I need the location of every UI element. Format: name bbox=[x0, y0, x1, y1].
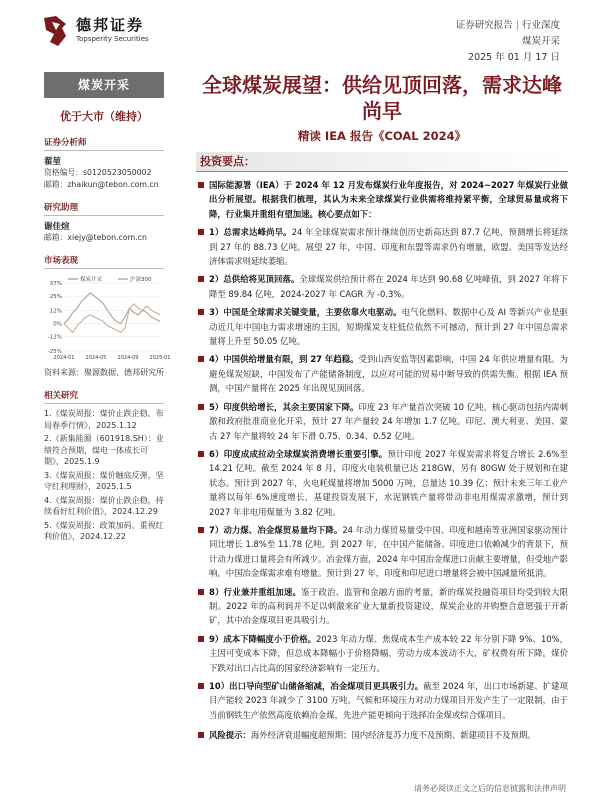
related-item[interactable]: 5.《煤炭周报：政策加码，重视红利价值》，2024.12.22 bbox=[44, 520, 164, 541]
point-head: 10）出口导向型矿山储备缩减，冶金煤项目更具吸引力。 bbox=[209, 681, 424, 691]
point-head: 7）动力煤、冶金煤贸易量均下降。 bbox=[209, 524, 343, 535]
point-item bbox=[196, 400, 568, 443]
points-header: 投资要点： bbox=[196, 152, 568, 172]
market-section-title: 市场表现 bbox=[44, 254, 164, 269]
y-tick-label: 25% bbox=[49, 294, 62, 301]
sector-label: 煤炭开采 bbox=[44, 72, 164, 98]
series-line bbox=[64, 304, 160, 333]
y-tick-label: -12% bbox=[47, 334, 62, 341]
point-body: 预计印度 2027 年煤炭需求将复合增长 2.6%至 14.21 亿吨。截至 2024 年 8 月，印度火电装机量已达 218GW，另有 80GW 处于规划和在建状态。预计到 2027 年，火电耗煤量将增加 5000 万吨，总量达 10.39 亿；预计未来三年工业产量将以每年 6%速度增长，基建投资发展下，水泥钢铁产量将带动非电用煤需求激增，预计到 2027 年非电用煤量为 3.82 亿吨。 bbox=[209, 448, 569, 517]
footer-disclaimer: 请务必阅读正文之后的信息披露和法律声明 bbox=[414, 784, 566, 793]
report-subtitle: 精读 IEA 报告《COAL 2024》 bbox=[297, 129, 467, 143]
point-item bbox=[196, 305, 568, 348]
point-head: 8）行业兼并重组加速。 bbox=[209, 586, 302, 597]
assistant-email[interactable]: 邮箱：xiejy@tebon.com.cn bbox=[44, 233, 147, 242]
point-body: 截至 2024 年，出口市场新建、扩建项目产能较 2023 年减少了 3100 万吨。气候和环境压力对动力煤项目开发产生了一定限制，由于当前钢铁生产依然高度依赖冶金煤，先进产能更倾向于选择冶金煤或综合煤项目。 bbox=[209, 681, 568, 720]
logo-text-cn: 德邦证券 bbox=[76, 16, 145, 34]
report-date: 2025 年 01 月 17 日 bbox=[468, 52, 560, 63]
intro-text: 国际能源署（IEA）于 2024 年 12 月发布煤炭行业年度报告，对 2024~2027 年煤炭行业做出分析展望。根据我们梳理，其认为未来全球煤炭行业供需将维持紧平衡，全球贸易量或将下降，行业集并重组有望加速。核心要点如下： bbox=[209, 180, 568, 219]
risk-body: 海外经济衰退幅度超预期；国内经济复苏力度不及预期、新建项目不及预期。 bbox=[250, 730, 536, 741]
header-meta bbox=[456, 18, 560, 66]
bullet-icon bbox=[198, 356, 204, 362]
point-body: 2023 年动力煤、焦煤成本生产成本较 22 年分别下降 9%、10%，主因可变成本下降，但总成本降幅小于价格降幅，劳动力成本波动不大，矿权费有所下降。煤价下跌对出口占比高的国家经济影响有一定压力。 bbox=[209, 633, 568, 673]
point-item bbox=[196, 679, 568, 722]
bullet-icon bbox=[198, 636, 204, 642]
point-item bbox=[196, 225, 568, 268]
point-item bbox=[196, 585, 568, 628]
point-body: 24 年全球煤炭需求预计继续创历史新高达到 87.7 亿吨，预测增长将延续到 27 年的 88.73 亿吨。展望 27 年，中国、印度和东盟等需求仍有增量，欧盟、美国等发达经济体需求则延续萎缩。 bbox=[209, 227, 568, 267]
legend-label: 沪深300 bbox=[130, 277, 152, 283]
sidebar bbox=[44, 72, 171, 543]
point-head: 1）总需求达峰尚早。 bbox=[209, 227, 292, 238]
point-item bbox=[196, 272, 568, 301]
point-body: 电气化燃料、数据中心及 AI 等新兴产业是驱动近几年中国电力需求增速的主因，短期煤炭支柱低位依然不可撼动，预计到 27 年中国总需求量将上升至 50.05 亿吨。 bbox=[209, 307, 568, 347]
assistant-name: 谢佳煊 bbox=[44, 222, 70, 232]
point-head: 9）成本下降幅度小于价格。 bbox=[209, 633, 317, 644]
related-item[interactable]: 1.《煤炭周报：煤价止跌企稳，布局春季行情》，2025.1.12 bbox=[44, 409, 164, 430]
bullet-icon bbox=[198, 527, 204, 533]
risk-head: 风险提示： bbox=[209, 730, 251, 741]
bullet-icon bbox=[198, 683, 204, 689]
bullet-icon bbox=[198, 276, 204, 282]
point-head: 5）印度供给增长，其余主要国家下降。 bbox=[209, 401, 359, 412]
header-line-1 bbox=[456, 18, 560, 34]
related-item[interactable]: 3.《煤炭周报：煤价触底反弹，坚守红利理财》，2025.1.5 bbox=[44, 470, 164, 491]
report-title: 全球煤炭展望：供给见顶回落，需求达峰尚早 bbox=[202, 73, 562, 123]
y-tick-label: 12% bbox=[49, 308, 62, 315]
bullet-icon bbox=[198, 589, 204, 595]
bullet-icon bbox=[198, 309, 204, 315]
related-section-title: 相关研究 bbox=[44, 389, 164, 404]
related-list bbox=[44, 408, 164, 543]
x-tick-label: 2024-01 bbox=[53, 355, 75, 361]
bullet-icon bbox=[198, 229, 204, 235]
assistant-section-title: 研究助理 bbox=[44, 201, 164, 216]
market-performance-chart bbox=[44, 273, 171, 365]
risk-item bbox=[196, 728, 568, 742]
company-logo bbox=[40, 12, 160, 52]
points-list bbox=[196, 178, 568, 743]
point-body: 24 年动力煤贸易量受中国、印度和越南等亚洲国家驱动预计同比增长 1.8%至 11.78 亿吨。到 2027 年，在中国产能储备、印度进口依赖减少的背景下，预计动力煤进口量将会有所减少。冶金煤方面，2024 年中国冶金煤进口贡献主要增量，但受地产影响，中国冶金煤需求难有增量。预计到 27 年，印度和印尼进口增量将会被中国减量所抵消。 bbox=[209, 524, 568, 579]
point-head: 2）总供给将见顶回落。 bbox=[209, 274, 300, 285]
point-item bbox=[196, 352, 568, 395]
series-line bbox=[64, 293, 160, 324]
rating-label: 优于大市（维持） bbox=[60, 110, 148, 123]
chart-svg bbox=[44, 273, 171, 365]
x-tick-label: 2025-01 bbox=[149, 355, 171, 361]
divider: | bbox=[515, 20, 519, 31]
point-body: 全球煤炭供给预计将在 2024 年达到 90.68 亿吨峰值，到 2027 年将下降至 89.84 亿吨，2024-2027 年 CAGR 为 -0.3%。 bbox=[209, 274, 568, 299]
point-body: 受到山西安监等因素影响，中国 24 年供应增量有限。为避免煤炭短缺，中国发布了产能储备制度，以应对可能的贸易中断导致的供需失衡。根据 IEA 预测，中国产量将在 2025 年出现见顶回落。 bbox=[209, 354, 568, 394]
point-item bbox=[196, 447, 568, 519]
bullet-icon bbox=[198, 182, 204, 188]
report-type: 证券研究报告 bbox=[455, 20, 513, 31]
point-head: 3）中国是全球需求关键变量，主要依靠火电驱动。 bbox=[209, 307, 402, 318]
point-body: 鉴于政治、监管和金融方面的考量，新的煤炭投融资项目均受到较大限制。2022 年的高利润并不足以刺激来矿业大量新投资建设，煤炭企业的并购整合意愿强于开新矿，其中冶金煤项目更具吸引力。 bbox=[209, 586, 569, 626]
y-tick-label: 37% bbox=[49, 281, 62, 287]
analyst-name: 翟堃 bbox=[44, 157, 62, 167]
point-item bbox=[196, 523, 568, 581]
related-item[interactable]: 2.《新集能源（601918.SH）：业绩符合预期，煤电一体成长可期》，2025.1.9 bbox=[44, 434, 164, 466]
x-tick-label: 2024-05 bbox=[85, 355, 107, 361]
industry-tag: 煤炭开采 bbox=[521, 36, 560, 47]
y-tick-label: 0% bbox=[53, 321, 62, 328]
analyst-license: 资格编号：s0120523050002 bbox=[44, 168, 152, 177]
point-body: 印度 23 年产量首次突破 10 亿吨，核心驱动包括内需刺激和政府批准商业化开采，预计 27 年产量较 24 年增加 1.7 亿吨。印尼、澳大利亚、美国、蒙古 27 年产量将较 24 年下滑 0.75、0.34、0.52 亿吨。 bbox=[209, 401, 568, 441]
point-head: 4）中国供给增量有限，到 27 年趋稳。 bbox=[209, 354, 359, 365]
bullet-icon bbox=[198, 732, 204, 738]
main-content bbox=[196, 72, 568, 747]
logo-mark-icon bbox=[40, 14, 70, 48]
analyst-email[interactable]: 邮箱：zhaikun@tebon.com.cn bbox=[44, 180, 159, 189]
legend-label: 煤炭开采 bbox=[80, 277, 103, 283]
bullet-icon bbox=[198, 451, 204, 457]
logo-text-en: Topsperity Securities bbox=[76, 35, 149, 43]
bullet-icon bbox=[198, 404, 204, 410]
x-tick-label: 2024-09 bbox=[117, 355, 139, 361]
report-header bbox=[0, 0, 600, 70]
report-category: 行业深度 bbox=[521, 20, 560, 31]
point-head: 6）印度成成拉动全球煤炭消费增长重要引擎。 bbox=[209, 448, 388, 459]
point-item bbox=[196, 632, 568, 675]
analyst-section-title: 证券分析师 bbox=[44, 136, 164, 151]
related-item[interactable]: 4.《煤炭周报：煤价止跌企稳，持续看好红利价值》，2024.12.29 bbox=[44, 495, 164, 516]
data-source: 资料来源：聚源数据、德邦研究所 bbox=[44, 368, 164, 377]
intro-paragraph bbox=[196, 178, 568, 221]
y-tick-label: -25% bbox=[47, 349, 62, 355]
